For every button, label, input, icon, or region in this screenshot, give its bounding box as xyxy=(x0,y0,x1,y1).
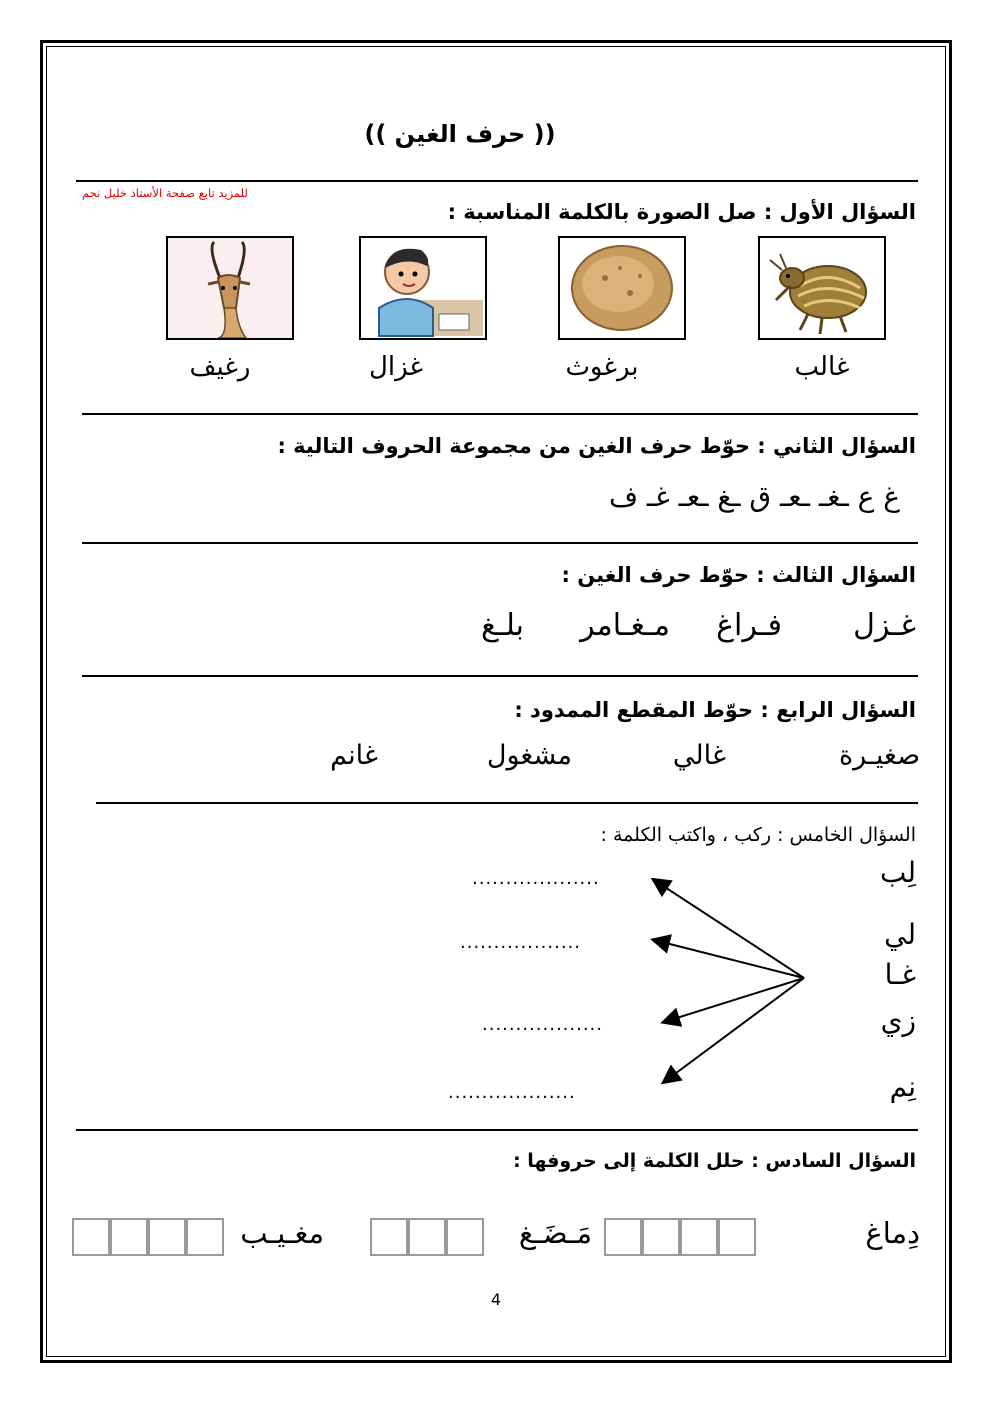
answer-blank[interactable]: ................... xyxy=(472,868,600,889)
syllable: نِم xyxy=(889,1070,916,1103)
answer-blank[interactable]: ................... xyxy=(448,1082,576,1103)
q4-word: مشغول xyxy=(486,740,572,771)
letter-box[interactable] xyxy=(186,1218,224,1256)
q1-word: غزال xyxy=(368,352,424,382)
author-note: للمزيد تابع صفحة الأستاذ خليل نجم xyxy=(82,186,248,200)
divider xyxy=(76,180,918,182)
letter-box[interactable] xyxy=(148,1218,186,1256)
answer-blank[interactable]: .................. xyxy=(482,1014,603,1035)
boy-picture xyxy=(359,236,487,340)
letter-boxes xyxy=(370,1218,484,1256)
q1-word: برغوث xyxy=(565,352,639,382)
q4-word: غانم xyxy=(330,740,378,771)
divider xyxy=(82,542,918,544)
center-syllable: غـا xyxy=(884,958,916,991)
question-2-text: السؤال الثاني : حوّط حرف الغين من مجموعة الحروف التالية : xyxy=(277,434,916,458)
q1-word: غالب xyxy=(794,352,850,382)
bread-picture xyxy=(558,236,686,340)
q6-word: دِماغ xyxy=(865,1216,920,1250)
letter-boxes xyxy=(72,1218,224,1256)
letter-box[interactable] xyxy=(110,1218,148,1256)
q6-word: مغـيـب xyxy=(240,1216,324,1250)
letter-box[interactable] xyxy=(680,1218,718,1256)
letter-box[interactable] xyxy=(446,1218,484,1256)
divider xyxy=(82,413,918,415)
letter-boxes xyxy=(604,1218,756,1256)
letter-group: غ ع ـغـ ـعـ ق ـغ ـعـ غـ ف xyxy=(608,480,900,513)
q4-word: غالي xyxy=(672,740,726,771)
syllable: لي xyxy=(884,918,916,951)
flea-picture xyxy=(758,236,886,340)
letter-box[interactable] xyxy=(604,1218,642,1256)
connector-arrows xyxy=(640,870,820,1100)
letter-box[interactable] xyxy=(642,1218,680,1256)
answer-blank[interactable]: .................. xyxy=(460,932,581,953)
question-1-text: السؤال الأول : صل الصورة بالكلمة المناسبة : xyxy=(447,200,916,224)
letter-box[interactable] xyxy=(408,1218,446,1256)
divider xyxy=(76,1129,918,1131)
question-5-text: السؤال الخامس : ركب ، واكتب الكلمة : xyxy=(600,824,916,846)
question-3-text: السؤال الثالث : حوّط حرف الغين : xyxy=(561,563,916,587)
divider xyxy=(82,675,918,677)
question-4-text: السؤال الرابع : حوّط المقطع الممدود : xyxy=(514,698,916,722)
divider xyxy=(96,802,918,804)
question-6-text: السؤال السادس : حلل الكلمة إلى حروفها : xyxy=(513,1150,916,1172)
q4-word: صغيـرة xyxy=(838,740,920,771)
gazelle-picture xyxy=(166,236,294,340)
q3-word: مـغـامر xyxy=(580,608,670,643)
letter-box[interactable] xyxy=(72,1218,110,1256)
syllable: زي xyxy=(880,1004,916,1037)
page-number: 4 xyxy=(490,1290,502,1309)
q3-word: غـزل xyxy=(853,608,916,643)
q3-word: فـراغ xyxy=(716,608,782,643)
syllable: لِب xyxy=(879,856,916,889)
letter-box[interactable] xyxy=(370,1218,408,1256)
q1-word: رغيف xyxy=(189,352,251,382)
q3-word: بلـغ xyxy=(480,608,524,643)
letter-box[interactable] xyxy=(718,1218,756,1256)
worksheet-title: (( حرف الغين )) xyxy=(364,120,556,148)
q6-word: مَـضَـغ xyxy=(518,1216,592,1250)
